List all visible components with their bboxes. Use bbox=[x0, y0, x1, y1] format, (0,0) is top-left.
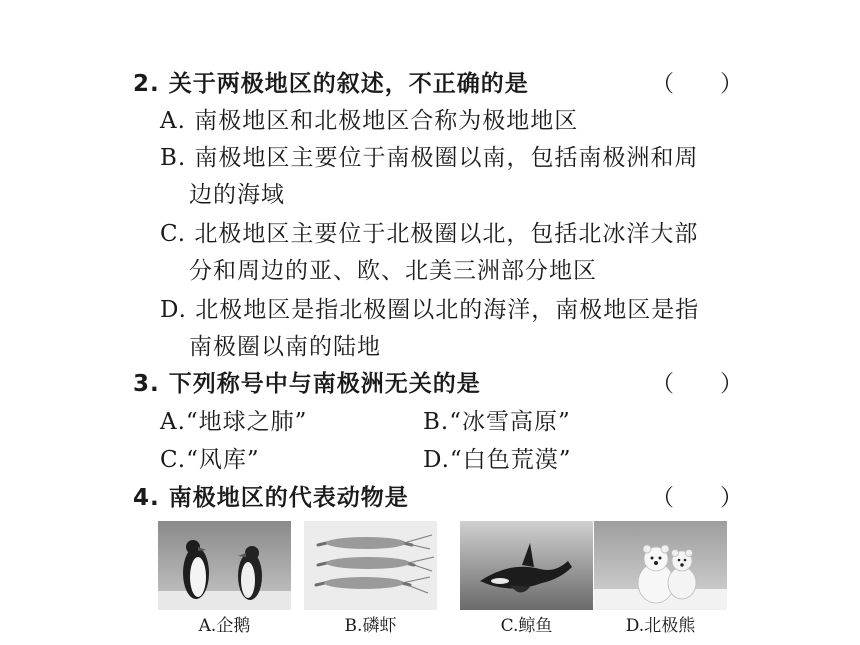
q3-stem: 3. 下列称号中与南极洲无关的是 bbox=[133, 371, 481, 397]
krill-photo[interactable] bbox=[304, 521, 437, 610]
caption-d: D.北极熊 bbox=[625, 616, 696, 636]
q2-stem: 2. 关于两极地区的叙述，不正确的是 bbox=[133, 71, 529, 97]
polar-bear-photo[interactable] bbox=[594, 521, 727, 610]
q2-answer-blank[interactable] bbox=[651, 69, 743, 99]
caption-a: A.企鹅 bbox=[198, 616, 251, 636]
q3-option-a: A.“地球之肺” bbox=[160, 409, 308, 435]
q2-option-c: C. 北极地区主要位于北极圈以北，包括北冰洋大部 bbox=[160, 221, 699, 247]
q3-paren-close: ） bbox=[720, 371, 743, 397]
q3-option-b: B.“冰雪高原” bbox=[423, 409, 571, 435]
q4-paren-open: （ bbox=[651, 485, 674, 511]
q2-option-d: D. 北极地区是指北极圈以北的海洋，南极地区是指 bbox=[160, 297, 700, 323]
caption-c: C.鲸鱼 bbox=[500, 616, 553, 636]
q2-option-d-cont: 南极圈以南的陆地 bbox=[189, 334, 381, 360]
q3-paren-open: （ bbox=[651, 371, 674, 397]
q2-option-b: B. 南极地区主要位于南极圈以南，包括南极洲和周 bbox=[160, 145, 699, 171]
whale-photo[interactable] bbox=[460, 521, 593, 610]
q2-option-a: A. 南极地区和北极地区合称为极地地区 bbox=[160, 108, 579, 134]
q2-option-b-cont: 边的海域 bbox=[189, 182, 285, 208]
q4-paren-close: ） bbox=[720, 485, 743, 511]
caption-b: B.磷虾 bbox=[344, 616, 397, 636]
q2-paren-open: （ bbox=[651, 71, 674, 97]
q4-answer-blank[interactable] bbox=[651, 483, 743, 513]
q3-answer-blank[interactable] bbox=[651, 369, 743, 399]
penguin-photo[interactable] bbox=[158, 521, 291, 610]
q3-option-d: D.“白色荒漠” bbox=[423, 447, 572, 473]
q2-option-c-cont: 分和周边的亚、欧、北美三洲部分地区 bbox=[189, 258, 597, 284]
q4-stem: 4. 南极地区的代表动物是 bbox=[133, 485, 409, 511]
q3-option-c: C.“风库” bbox=[160, 447, 260, 473]
q2-paren-close: ） bbox=[720, 71, 743, 97]
